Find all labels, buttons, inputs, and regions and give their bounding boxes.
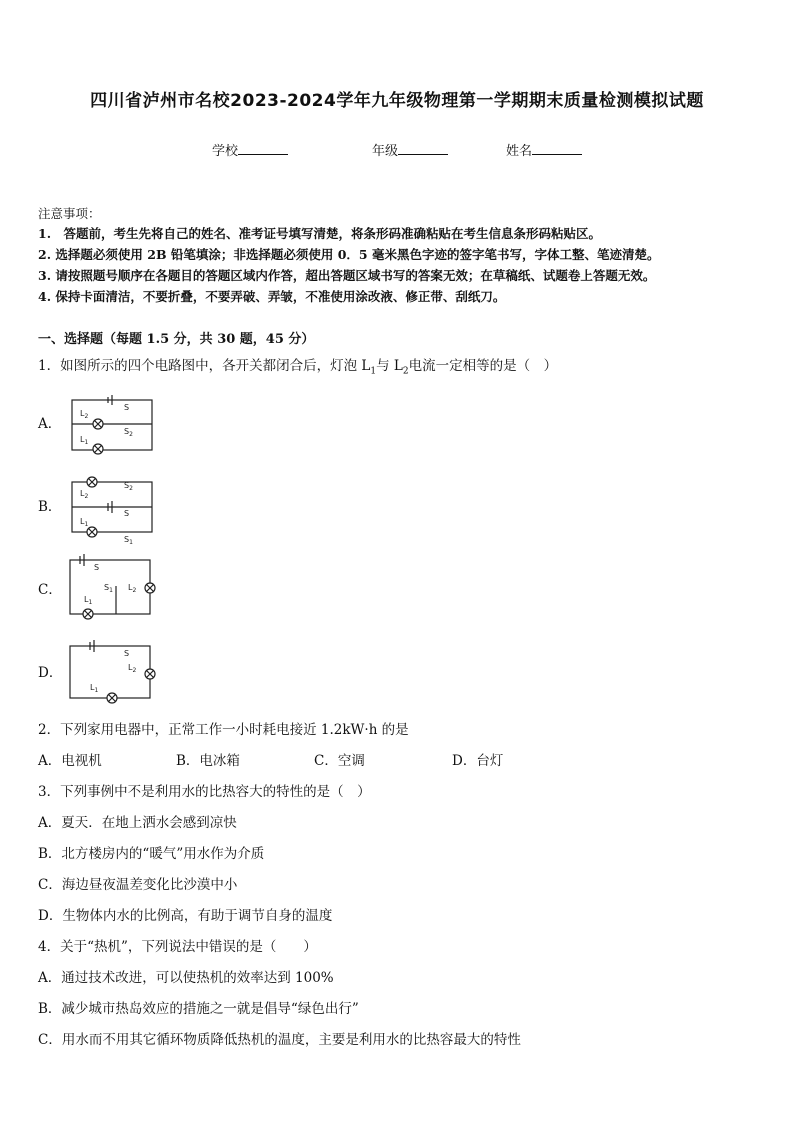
q3-option-c[interactable]: C．海边昼夜温差变化比沙漠中小 bbox=[38, 877, 238, 893]
page-title: 四川省泸州市名校2023-2024学年九年级物理第一学期期末质量检测模拟试题 bbox=[90, 91, 704, 111]
grade-field bbox=[372, 140, 448, 159]
option-a-label[interactable]: A． bbox=[38, 416, 62, 432]
q4-option-c[interactable]: C．用水而不用其它循环物质降低热机的温度，主要是利用水的比热容最大的特性 bbox=[38, 1032, 521, 1048]
circuit-diagram-b bbox=[66, 472, 156, 544]
svg-text:S2: $S_2$ bbox=[124, 481, 133, 492]
svg-text:L2: $L_2$ bbox=[128, 663, 137, 674]
svg-text:S: S bbox=[124, 403, 130, 412]
svg-text:L1: $L_1$ bbox=[90, 683, 99, 694]
q3-option-d[interactable]: D．生物体内水的比例高，有助于调节自身的温度 bbox=[38, 908, 333, 924]
question-4-stem: 4．关于“热机”，下列说法中错误的是（ ） bbox=[38, 939, 317, 955]
circuit-diagram-d bbox=[66, 640, 158, 704]
svg-text:S1: $S_1$ bbox=[124, 535, 133, 546]
svg-text:L2: $L_2$ bbox=[80, 489, 89, 500]
q2-option-d[interactable]: D．台灯 bbox=[452, 753, 504, 769]
svg-text:L1: $L_1$ bbox=[80, 435, 89, 446]
notice-item: 1. 答题前，考生先将自己的姓名、准考证号填写清楚，将条形码准确粘贴在考生信息条形码粘贴区。 bbox=[38, 226, 602, 241]
name-field bbox=[506, 140, 582, 159]
svg-text:S: S bbox=[124, 509, 130, 518]
option-d-label[interactable]: D． bbox=[38, 665, 63, 681]
school-blank[interactable] bbox=[238, 142, 288, 155]
svg-text:L2: $L_2$ bbox=[80, 409, 89, 420]
svg-text:L1: $L_1$ bbox=[84, 595, 93, 606]
school-label: 学校 bbox=[212, 144, 239, 159]
svg-text:L2: $L_2$ bbox=[128, 583, 137, 594]
grade-label: 年级 bbox=[372, 144, 399, 159]
question-1-stem: 1．如图所示的四个电路图中，各开关都闭合后，灯泡 $L_1$与 $L_2$电流一定相等的是（ ） bbox=[38, 358, 558, 377]
q3-option-a[interactable]: A．夏天．在地上洒水会感到凉快 bbox=[38, 815, 237, 831]
question-2-stem: 2．下列家用电器中，正常工作一小时耗电接近 1.2kW·h 的是 bbox=[38, 722, 409, 738]
grade-blank[interactable] bbox=[398, 142, 448, 155]
circuit-diagram-a bbox=[66, 394, 156, 456]
q2-option-b[interactable]: B．电冰箱 bbox=[176, 753, 240, 769]
notice-item: 4. 保持卡面清洁，不要折叠，不要弄破、弄皱，不准使用涂改液、修正带、刮纸刀。 bbox=[38, 289, 506, 304]
question-3-stem: 3．下列事例中不是利用水的比热容大的特性的是（ ） bbox=[38, 784, 371, 800]
q4-option-a[interactable]: A．通过技术改进，可以使热机的效率达到 100% bbox=[38, 970, 334, 986]
svg-text:S1: $S_1$ bbox=[104, 583, 113, 594]
notice-heading: 注意事项： bbox=[38, 206, 101, 221]
circuit-diagram-c bbox=[66, 556, 158, 622]
svg-text:L1: $L_1$ bbox=[80, 517, 89, 528]
svg-text:S2: $S_2$ bbox=[124, 427, 133, 438]
section-heading: 一、选择题（每题 1.5 分，共 30 题，45 分） bbox=[38, 332, 315, 347]
name-label: 姓名 bbox=[506, 144, 533, 159]
school-field bbox=[212, 140, 288, 159]
option-b-label[interactable]: B． bbox=[38, 499, 62, 515]
svg-text:S: S bbox=[94, 563, 100, 572]
q2-option-c[interactable]: C．空调 bbox=[314, 753, 365, 769]
q3-option-b[interactable]: B．北方楼房内的“暖气”用水作为介质 bbox=[38, 846, 265, 862]
q4-option-b[interactable]: B．减少城市热岛效应的措施之一就是倡导“绿色出行” bbox=[38, 1001, 359, 1017]
name-blank[interactable] bbox=[532, 142, 582, 155]
option-c-label[interactable]: C． bbox=[38, 582, 62, 598]
notice-item: 2. 选择题必须使用 2B 铅笔填涂；非选择题必须使用 0．5 毫米黑色字迹的签字笔书写，字体工整、笔迹清楚。 bbox=[38, 247, 660, 262]
svg-text:S: S bbox=[124, 649, 130, 658]
notice-item: 3. 请按照题号顺序在各题目的答题区域内作答，超出答题区域书写的答案无效；在草稿纸、试题卷上答题无效。 bbox=[38, 268, 656, 283]
q2-option-a[interactable]: A．电视机 bbox=[38, 753, 102, 769]
